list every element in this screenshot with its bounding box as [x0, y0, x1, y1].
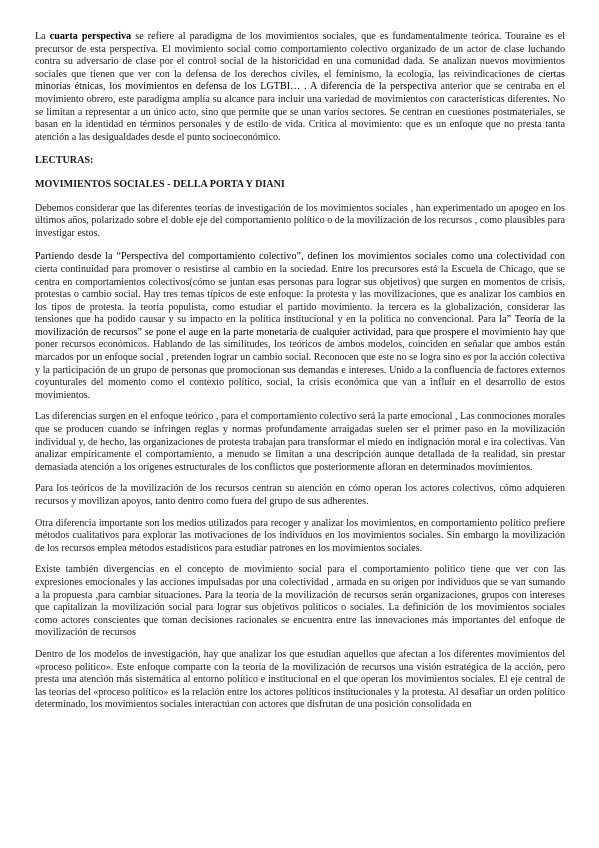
text-run: se refiere al paradigma de los movimientos sociales, que es fundamentalmente teórica. Touraine es el precursor de esta perspectiva. El movimiento social como comportamiento colectivo organizado de un actor de clase luchando contra su adversario de clase por el control social de la historicidad en una comunidad dada. Se analizan nuevos movimientos sociales que tienen que ver con la defensa de los derechos civiles, el feminismo, la ecología, las reivindicaciones: [35, 31, 566, 80]
text-run: cierta continuidad para promover o resistirse al cambio en la sociedad. Entre los precursores está la Escuela de Chicago, que se centra en comportamientos colectivos(cómo se juntan esas personas para lograr sus objetivos) que surgen en momentos de crisis, protestas o cambio social. Hay tres temas típicos de este enfoque: la protesta y las movilizaciones, que es analizar los cambios en los tipos de protesta. la teoría populista, como estudiar el partido movimiento. la tercera es la globalización, considerar las tensiones que ha podido causar y su impacto en la política institucional y en la política no convencional. Para: [35, 263, 565, 326]
section-title: MOVIMIENTOS SOCIALES - DELLA PORTA Y DIANI: [35, 178, 285, 190]
paragraph-cuarta-perspectiva: [35, 31, 565, 144]
paragraph-movilizacion-recursos: Para los teóricos de la movilización de los recursos centran su atención en cómo operan los actores colectivos, cómo adquieren recursos y movilizan apoyos, tanto dentro como fuera del grupo de sus adherentes.: [35, 483, 565, 507]
paragraph-comportamiento-colectivo: [35, 251, 565, 402]
text-run: La: [35, 31, 50, 42]
paragraph-divergencias: Existe también divergencias en el concepto de movimiento social para el comportamiento político tiene que ver con las expresiones emocionales y las acciones impulsadas por una colectividad , armada en su origen por individuos que se van sumando a la propuesta ,para cambiar situaciones. Para la teoría de la movilización de recursos serán organizaciones, grupos con intereses que capitalizan la movilización social para lograr sus objetivos políticos o sociales. La definición de los movimientos sociales como actores conscientes que toman decisiones racionales se encuentra entre las innovaciones más importantes del enfoque de movilización de recursos: [35, 564, 565, 639]
text-run: movimiento hay que poner recursos económicos. Hablando de las similitudes, los teóricos de ambos modelos, coinciden en señalar que ambos están marcados por un enfoque social , pretenden lograr un cambio social. Reconocen que este no se logra sino es por la acción colectiva y la participación de un grupo de personas que promocionan sus demandas e intereses. Unido a la confluencia de factores externos coyunturales del momento como el contexto político, social, la crisis económica que van a influir en el desarrollo de estos movimientos.: [35, 326, 565, 401]
paragraph-intro: Debemos considerar que las diferentes teorías de investigación de los movimientos sociales , han experimentado un apogeo en los últimos años, polarizado sobre el doble eje del comportamiento político o de la movilización de los recursos , como plausibles para investigar estos.: [35, 202, 565, 239]
text-run: anterior que se centraba en el movimiento obrero, este paradigma amplía su alcance para incluir una variedad de movimientos con características diferentes. No se limitan a representar a un único acto, sino que permite que se unan varios sectores. Se centran en cuestiones postmateriales, se basan en la identidad en términos personales y de estilo de vida. Crítica al movimiento: que es un enfoque que no presta tanta atención a las desigualdades desde el punto socioeconómico.: [35, 81, 565, 143]
paragraph-diferencias: Las diferencias surgen en el enfoque teórico , para el comportamiento colectivo será la parte emocional , Las conmociones morales que se producen cuando se infringen reglas y normas profundamente arraigadas suelen ser el primer paso en la movilización individual y, de hecho, las organizaciones de protesta trabajan para transformar el miedo en indignación moral e ira colectivas. Van analizar empíricamente el comportamiento, a menudo se limitan a una descripción aunque detallada de la realidad, sin prestar demasiada atención a los orígenes estructurales de los conflictos que posteriormente afloran en determinados movimientos.: [35, 411, 565, 473]
text-run-alt-font: Partiendo desde la “Perspectiva del comportamiento colectivo”, definen los movimientos sociales como una colectividad con: [35, 251, 565, 263]
paragraph-metodos: Otra diferencia importante son los medios utilizados para recoger y analizar los movimientos, en comportamiento político prefiere métodos cualitativos para explorar las motivaciones de los individuos en los movimientos sociales. Sin embargo la movilización de los recursos emplea métodos estadísticos para estudiar patrones en los movimientos sociales.: [35, 517, 565, 554]
section-label-lecturas: LECTURAS:: [35, 155, 94, 167]
paragraph-proceso-politico: Dentro de los modelos de investigación, hay que analizar los que estudian aquellos que afectan a los diferentes movimientos del «proceso político». Este enfoque comparte con la teoría de la movilización de recursos una visión estratégica de la acción, pero presta una atención más sistemática al entorno político e institucional en el que operan los movimientos sociales. El eje central de las teorías del «proceso político» es la relación entre los actores políticos institucionales y la protesta. Al desafiar un orden político determinado, los movimientos sociales interactúan con actores que disfrutan de una posición consolidada en: [35, 648, 565, 711]
bold-term: cuarta perspectiva: [49, 31, 132, 42]
text-run-alt-font: de ciertas minorías étnicas, los movimientos en defensa de los LGTBI… . A diferencia de la perspectiva: [35, 68, 566, 93]
text-run-alt-font: la” Teoría de la movilización de recursos” se pone el auge en la parte monetaria de cualquier actividad, para que prospere el: [35, 314, 565, 338]
document-page: [35, 31, 565, 712]
